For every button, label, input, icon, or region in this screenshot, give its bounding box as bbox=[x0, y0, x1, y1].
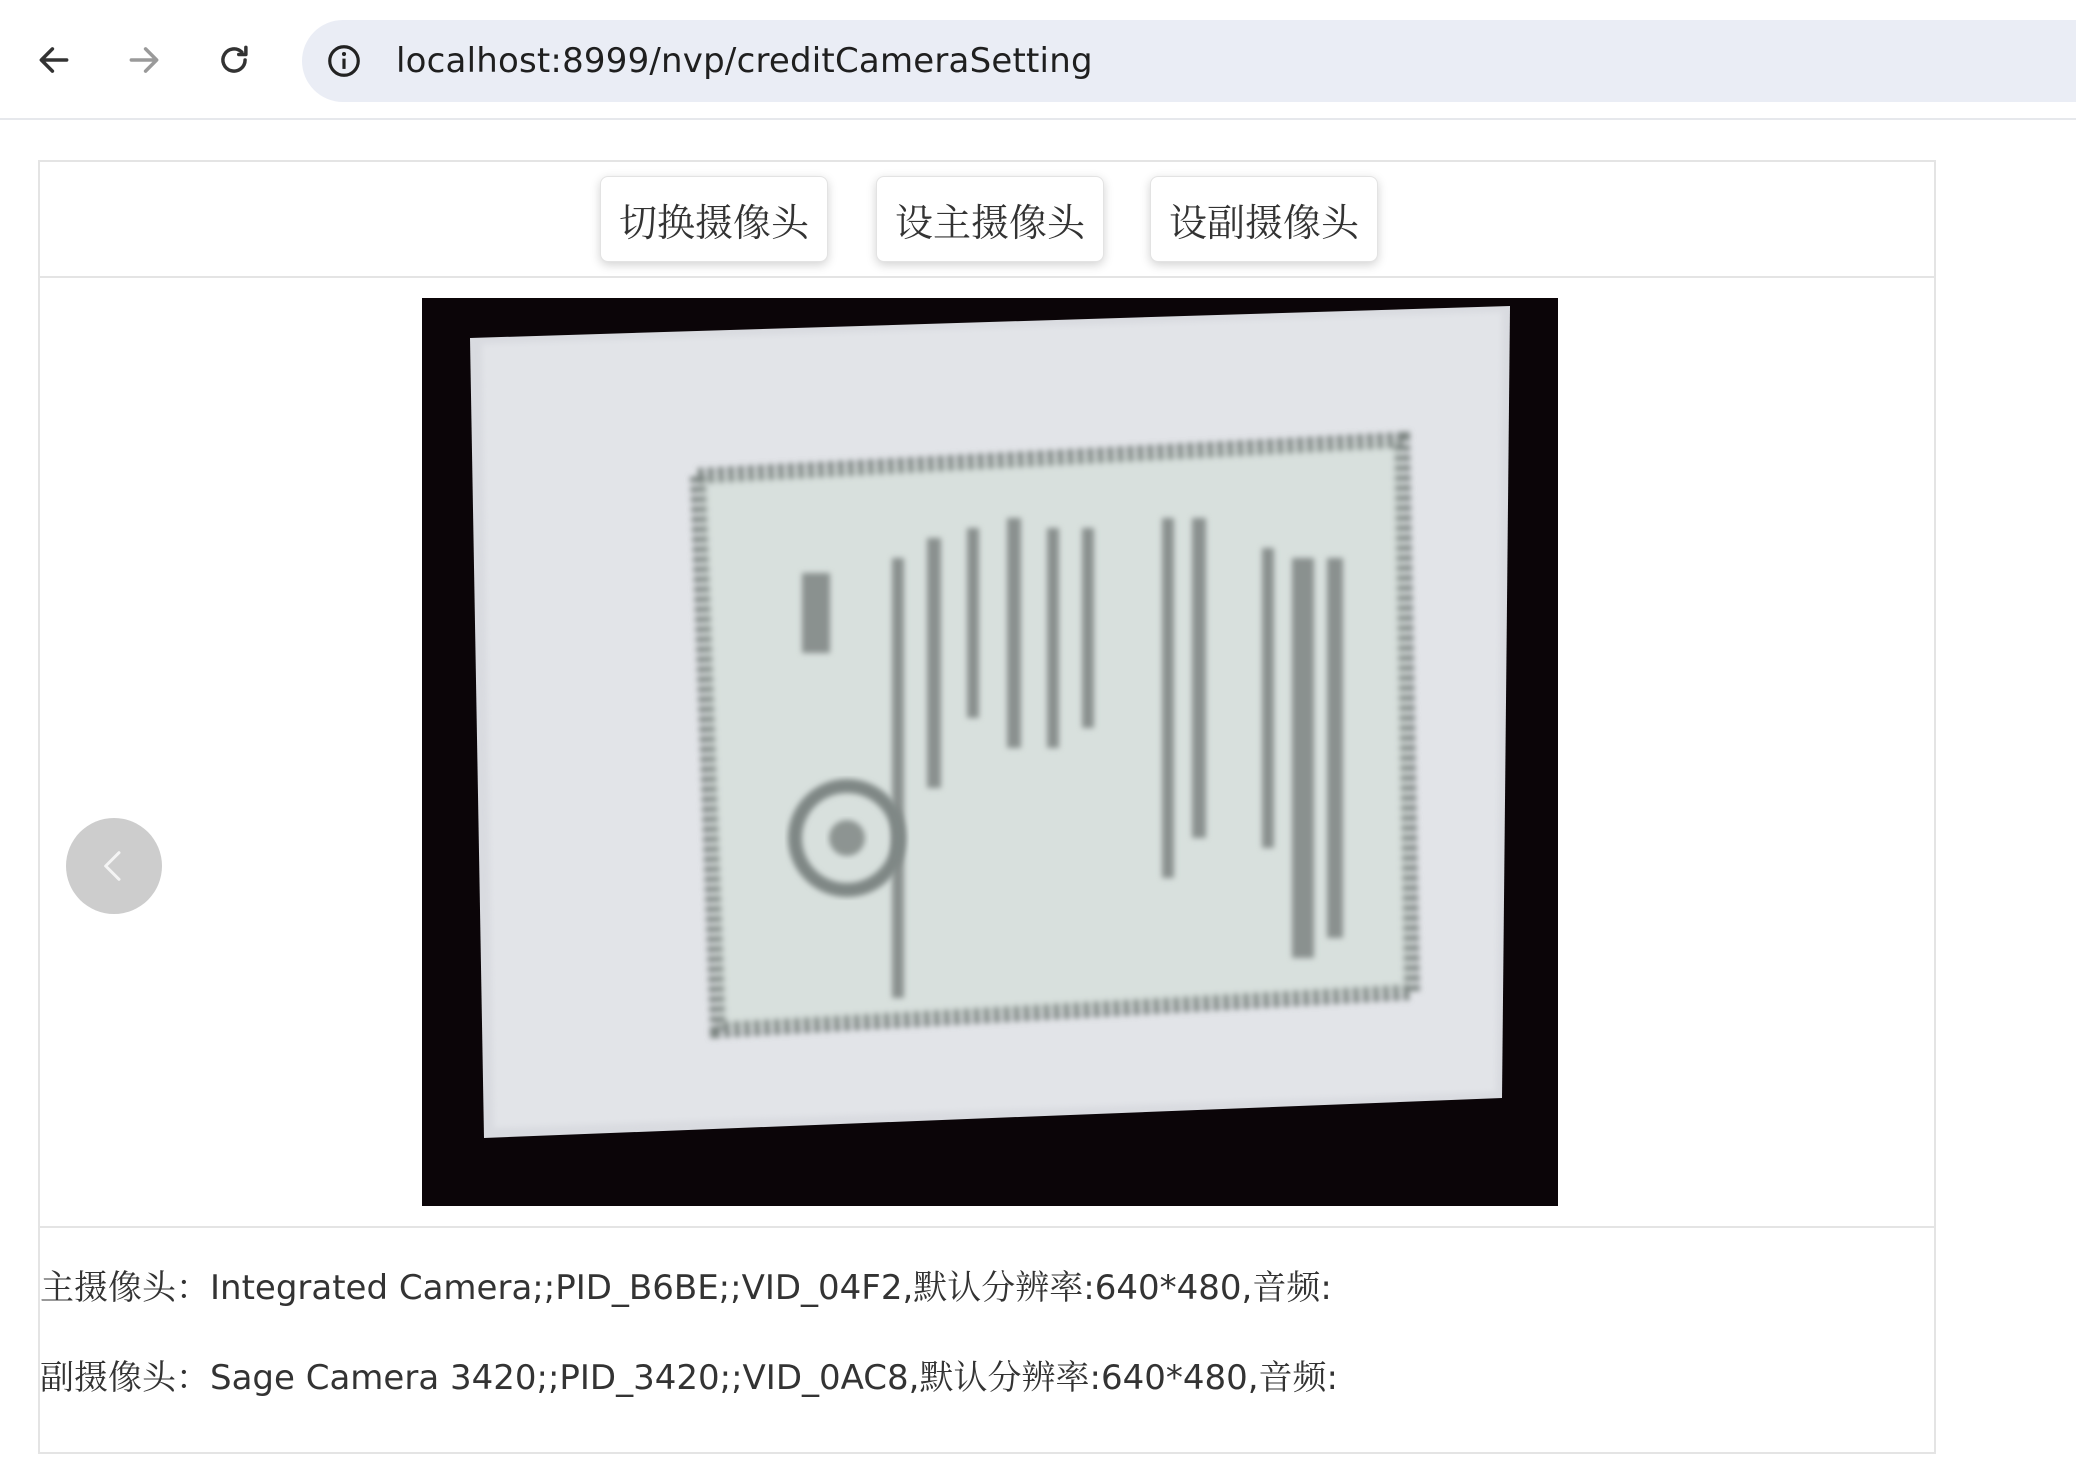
arrow-left-icon bbox=[35, 41, 73, 79]
forward-button[interactable] bbox=[112, 28, 176, 92]
sub-camera-info: 副摄像头：Sage Camera 3420;;PID_3420;;VID_0AC8,默认分辨率:640*480,音频: bbox=[40, 1358, 1338, 1398]
site-info-button[interactable] bbox=[320, 37, 368, 85]
reload-button[interactable] bbox=[202, 28, 266, 92]
info-icon bbox=[325, 42, 363, 80]
camera-video-feed bbox=[422, 298, 1558, 1206]
switch-camera-button[interactable]: 切换摄像头 bbox=[600, 176, 828, 262]
set-main-camera-button[interactable]: 设主摄像头 bbox=[876, 176, 1104, 262]
camera-toolbar bbox=[40, 162, 1934, 278]
main-camera-info: 主摄像头：Integrated Camera;;PID_B6BE;;VID_04F2,默认分辨率:640*480,音频: bbox=[40, 1268, 1332, 1308]
reload-icon bbox=[215, 41, 253, 79]
set-sub-camera-button[interactable]: 设副摄像头 bbox=[1150, 176, 1378, 262]
url-text[interactable]: localhost:8999/nvp/creditCameraSetting bbox=[396, 41, 1093, 81]
camera-preview-area bbox=[40, 278, 1934, 1228]
chevron-left-icon bbox=[94, 846, 134, 886]
back-button[interactable] bbox=[22, 28, 86, 92]
arrow-right-icon bbox=[125, 41, 163, 79]
document-preview-image bbox=[422, 298, 1558, 1206]
carousel-prev-button[interactable] bbox=[66, 818, 162, 914]
camera-setting-panel bbox=[38, 160, 1936, 1454]
browser-toolbar bbox=[0, 0, 2076, 120]
address-bar[interactable] bbox=[302, 20, 2076, 102]
